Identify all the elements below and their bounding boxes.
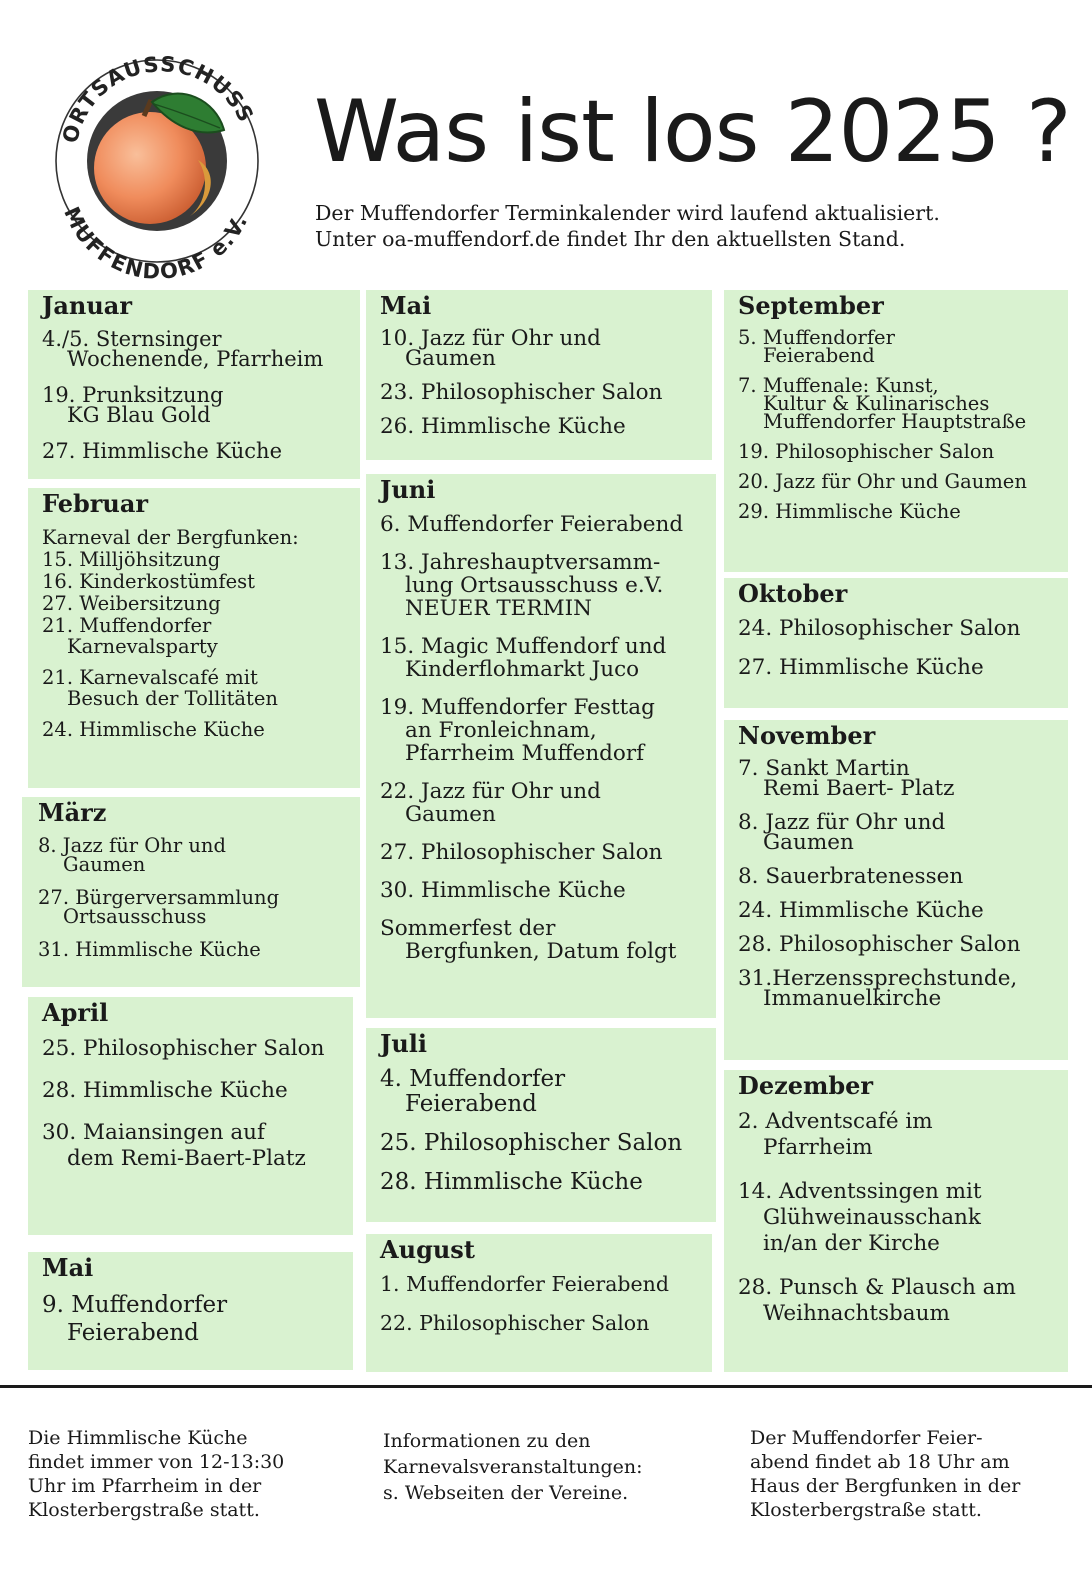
event-item	[380, 780, 704, 826]
event-item	[738, 500, 1056, 523]
note-line: Klosterbergstraße statt.	[28, 1499, 260, 1521]
event-line: Remi Baert- Platz	[763, 776, 955, 801]
event-line: 24. Himmlische Küche	[42, 718, 265, 741]
event-line: Gaumen	[763, 830, 854, 855]
page-title: Was ist los 2025 ?	[314, 82, 1071, 182]
month-box-dezember	[724, 1070, 1068, 1372]
note-line: s. Webseiten der Vereine.	[383, 1482, 629, 1504]
event-line: 19. Muffendorfer Festtag	[380, 695, 655, 720]
event-line: 15. Magic Muffendorf und	[380, 634, 667, 659]
event-line: 27. Philosophischer Salon	[380, 840, 663, 865]
event-item	[738, 656, 1056, 679]
note-line: abend findet ab 18 Uhr am	[750, 1451, 1010, 1473]
footer-note-feierabend	[750, 1426, 1020, 1522]
event-line: 27. Himmlische Küche	[738, 655, 984, 680]
event-item	[380, 879, 704, 902]
logo-bottom-text: MUFFENDORF e.V.	[59, 203, 253, 280]
event-line: 31.Herzenssprechstunde,	[738, 966, 1018, 991]
event-line: Gaumen	[63, 853, 146, 876]
event-line: 7. Sankt Martin	[738, 756, 910, 781]
event-line: 27. Weibersitzung	[42, 592, 221, 615]
event-item	[738, 470, 1056, 493]
event-item	[380, 551, 704, 620]
event-line: 28. Himmlische Küche	[42, 1078, 288, 1103]
event-item	[42, 593, 348, 614]
event-line: 13. Jahreshauptversamm-	[380, 550, 661, 575]
month-box-november	[724, 720, 1068, 1060]
footer-divider	[0, 1385, 1092, 1388]
event-item	[42, 615, 348, 657]
event-line: Ortsausschuss	[63, 905, 207, 928]
event-line: Feierabend	[67, 1320, 199, 1346]
event-line: Karnevalsparty	[67, 635, 218, 658]
logo-top-text: ORTSAUSSCHUSS	[57, 52, 259, 146]
event-item	[380, 1067, 704, 1117]
month-box-mai-1	[28, 1252, 353, 1370]
event-item	[738, 756, 1056, 801]
event-line: 30. Maiansingen auf	[42, 1120, 265, 1145]
month-box-august	[366, 1234, 712, 1372]
event-line: 24. Philosophischer Salon	[738, 616, 1021, 641]
event-line: Feierabend	[405, 1091, 537, 1117]
event-line: Glühweinausschank	[763, 1205, 981, 1230]
event-item	[380, 696, 704, 765]
event-item	[380, 1170, 704, 1195]
event-item	[380, 635, 704, 681]
event-item	[738, 966, 1056, 1011]
event-line: 28. Philosophischer Salon	[738, 932, 1021, 957]
month-title: April	[42, 998, 109, 1027]
event-line: 26. Himmlische Küche	[380, 414, 626, 439]
event-line: Gaumen	[405, 346, 496, 371]
footer-note-himmlische-kueche	[28, 1426, 284, 1522]
event-line: NEUER TERMIN	[405, 596, 592, 621]
event-line: 6. Muffendorfer Feierabend	[380, 512, 684, 537]
event-line: 14. Adventssingen mit	[738, 1179, 982, 1204]
event-line: Sommerfest der	[380, 916, 556, 941]
month-title: Oktober	[738, 579, 848, 608]
event-item	[38, 836, 348, 874]
event-item	[738, 326, 1056, 367]
event-item	[738, 1179, 1056, 1257]
month-box-april	[28, 997, 353, 1235]
month-title: Mai	[42, 1253, 94, 1282]
month-title: September	[738, 291, 884, 320]
event-line: 27. Bürgerversammlung	[38, 886, 280, 909]
month-box-september	[724, 290, 1068, 572]
month-title: Januar	[42, 291, 132, 320]
event-item	[42, 329, 348, 369]
event-item	[42, 441, 348, 461]
event-line: 21. Muffendorfer	[42, 614, 212, 637]
event-item	[380, 414, 700, 439]
event-line: 8. Jazz für Ohr und	[738, 810, 946, 835]
event-line: dem Remi-Baert-Platz	[67, 1146, 306, 1171]
event-item	[42, 549, 348, 570]
event-line: 5. Muffendorfer	[738, 326, 895, 349]
event-item	[42, 719, 348, 740]
logo	[48, 40, 270, 280]
month-title: Dezember	[738, 1071, 874, 1100]
event-item	[738, 932, 1056, 957]
month-box-maerz	[22, 797, 360, 987]
event-item	[380, 380, 700, 405]
subtitle-line: Unter oa-muffendorf.de findet Ihr den aktuellsten Stand.	[315, 227, 906, 251]
event-line: 10. Jazz für Ohr und	[380, 326, 601, 351]
event-item	[380, 1273, 700, 1296]
event-item	[38, 888, 348, 926]
event-item	[380, 1312, 700, 1335]
event-line: 22. Jazz für Ohr und	[380, 779, 601, 804]
month-title: August	[380, 1235, 475, 1264]
event-item	[380, 917, 704, 963]
event-line: 22. Philosophischer Salon	[380, 1311, 650, 1335]
month-box-oktober	[724, 578, 1068, 708]
event-line: Feierabend	[763, 344, 875, 367]
event-item	[380, 841, 704, 864]
event-line: 31. Himmlische Küche	[38, 938, 261, 961]
event-line: 1. Muffendorfer Feierabend	[380, 1272, 669, 1296]
event-line: Pfarrheim	[763, 1135, 873, 1160]
event-item	[42, 571, 348, 592]
event-line: 8. Jazz für Ohr und	[38, 834, 226, 857]
event-item	[42, 1078, 341, 1104]
event-item	[42, 1291, 341, 1347]
event-item	[738, 617, 1056, 640]
month-title: Mai	[380, 291, 432, 320]
month-title: Juli	[380, 1029, 428, 1058]
note-line: Informationen zu den	[383, 1430, 591, 1452]
event-item	[42, 667, 348, 709]
peach-logo-icon	[48, 40, 270, 280]
event-line: Wochenende, Pfarrheim	[67, 347, 324, 371]
note-line: findet immer von 12-13:30	[28, 1451, 285, 1473]
subtitle-line: Der Muffendorfer Terminkalender wird laufend aktualisiert.	[315, 201, 940, 225]
event-line: Immanuelkirche	[763, 986, 942, 1011]
note-line: Karnevalsveranstaltungen:	[383, 1456, 643, 1478]
note-line: Uhr im Pfarrheim in der	[28, 1475, 262, 1497]
event-line: Kultur & Kulinarisches	[763, 392, 990, 415]
event-line: Muffendorfer Hauptstraße	[763, 410, 1027, 433]
event-line: 28. Punsch & Plausch am	[738, 1275, 1016, 1300]
event-line: an Fronleichnam,	[405, 718, 597, 743]
note-line: Klosterbergstraße statt.	[750, 1499, 982, 1521]
event-item	[738, 374, 1056, 433]
event-item	[42, 385, 348, 425]
event-line: 24. Himmlische Küche	[738, 898, 984, 923]
note-line: Haus der Bergfunken in der	[750, 1475, 1021, 1497]
event-line: Besuch der Tollitäten	[67, 687, 278, 710]
subtitle	[315, 200, 940, 252]
month-title: Februar	[42, 489, 149, 518]
month-box-januar	[28, 290, 360, 479]
event-item	[42, 1036, 341, 1062]
event-item	[42, 527, 348, 548]
event-item	[42, 1120, 341, 1172]
event-line: 19. Prunksitzung	[42, 383, 224, 407]
event-line: 19. Philosophischer Salon	[738, 440, 995, 463]
event-item	[738, 1275, 1056, 1327]
month-title: November	[738, 721, 876, 750]
event-line: 8. Sauerbratenessen	[738, 864, 964, 889]
event-line: 4./5. Sternsinger	[42, 327, 222, 351]
event-line: 23. Philosophischer Salon	[380, 380, 663, 405]
event-line: 28. Himmlische Küche	[380, 1169, 643, 1195]
event-line: Gaumen	[405, 802, 496, 827]
event-line: 16. Kinderkostümfest	[42, 570, 255, 593]
month-box-juni	[366, 474, 716, 1018]
event-line: Kinderflohmarkt Juco	[405, 657, 640, 682]
event-line: 29. Himmlische Küche	[738, 500, 961, 523]
event-line: 7. Muffenale: Kunst,	[738, 374, 939, 397]
event-item	[38, 940, 348, 959]
month-box-juli	[366, 1028, 716, 1222]
event-line: 21. Karnevalscafé mit	[42, 666, 258, 689]
event-line: Karneval der Bergfunken:	[42, 526, 299, 549]
event-line: 4. Muffendorfer	[380, 1066, 566, 1092]
event-item	[738, 864, 1056, 889]
event-line: 27. Himmlische Küche	[42, 439, 282, 463]
note-line: Der Muffendorfer Feier-	[750, 1427, 983, 1449]
event-line: Pfarrheim Muffendorf	[405, 741, 645, 766]
event-item	[738, 810, 1056, 855]
event-item	[380, 1131, 704, 1156]
event-item	[738, 898, 1056, 923]
event-line: Bergfunken, Datum folgt	[405, 939, 677, 964]
event-line: 2. Adventscafé im	[738, 1109, 933, 1134]
event-item	[380, 513, 704, 536]
month-box-mai-2	[366, 290, 712, 460]
event-item	[738, 1109, 1056, 1161]
event-line: 25. Philosophischer Salon	[380, 1130, 683, 1156]
event-line: Weihnachtsbaum	[763, 1301, 950, 1326]
event-line: 15. Milljöhsitzung	[42, 548, 221, 571]
footer-note-karneval	[383, 1428, 643, 1506]
event-line: in/an der Kirche	[763, 1231, 940, 1256]
event-line: lung Ortsausschuss e.V.	[405, 573, 664, 598]
event-line: 30. Himmlische Küche	[380, 878, 626, 903]
month-box-februar	[28, 488, 360, 788]
event-line: 9. Muffendorfer	[42, 1292, 228, 1318]
event-line: KG Blau Gold	[67, 403, 211, 427]
event-line: 20. Jazz für Ohr und Gaumen	[738, 470, 1027, 493]
month-title: Juni	[380, 475, 436, 504]
note-line: Die Himmlische Küche	[28, 1427, 248, 1449]
event-item	[380, 326, 700, 371]
event-item	[738, 440, 1056, 463]
event-line: 25. Philosophischer Salon	[42, 1036, 325, 1061]
month-title: März	[38, 798, 107, 827]
